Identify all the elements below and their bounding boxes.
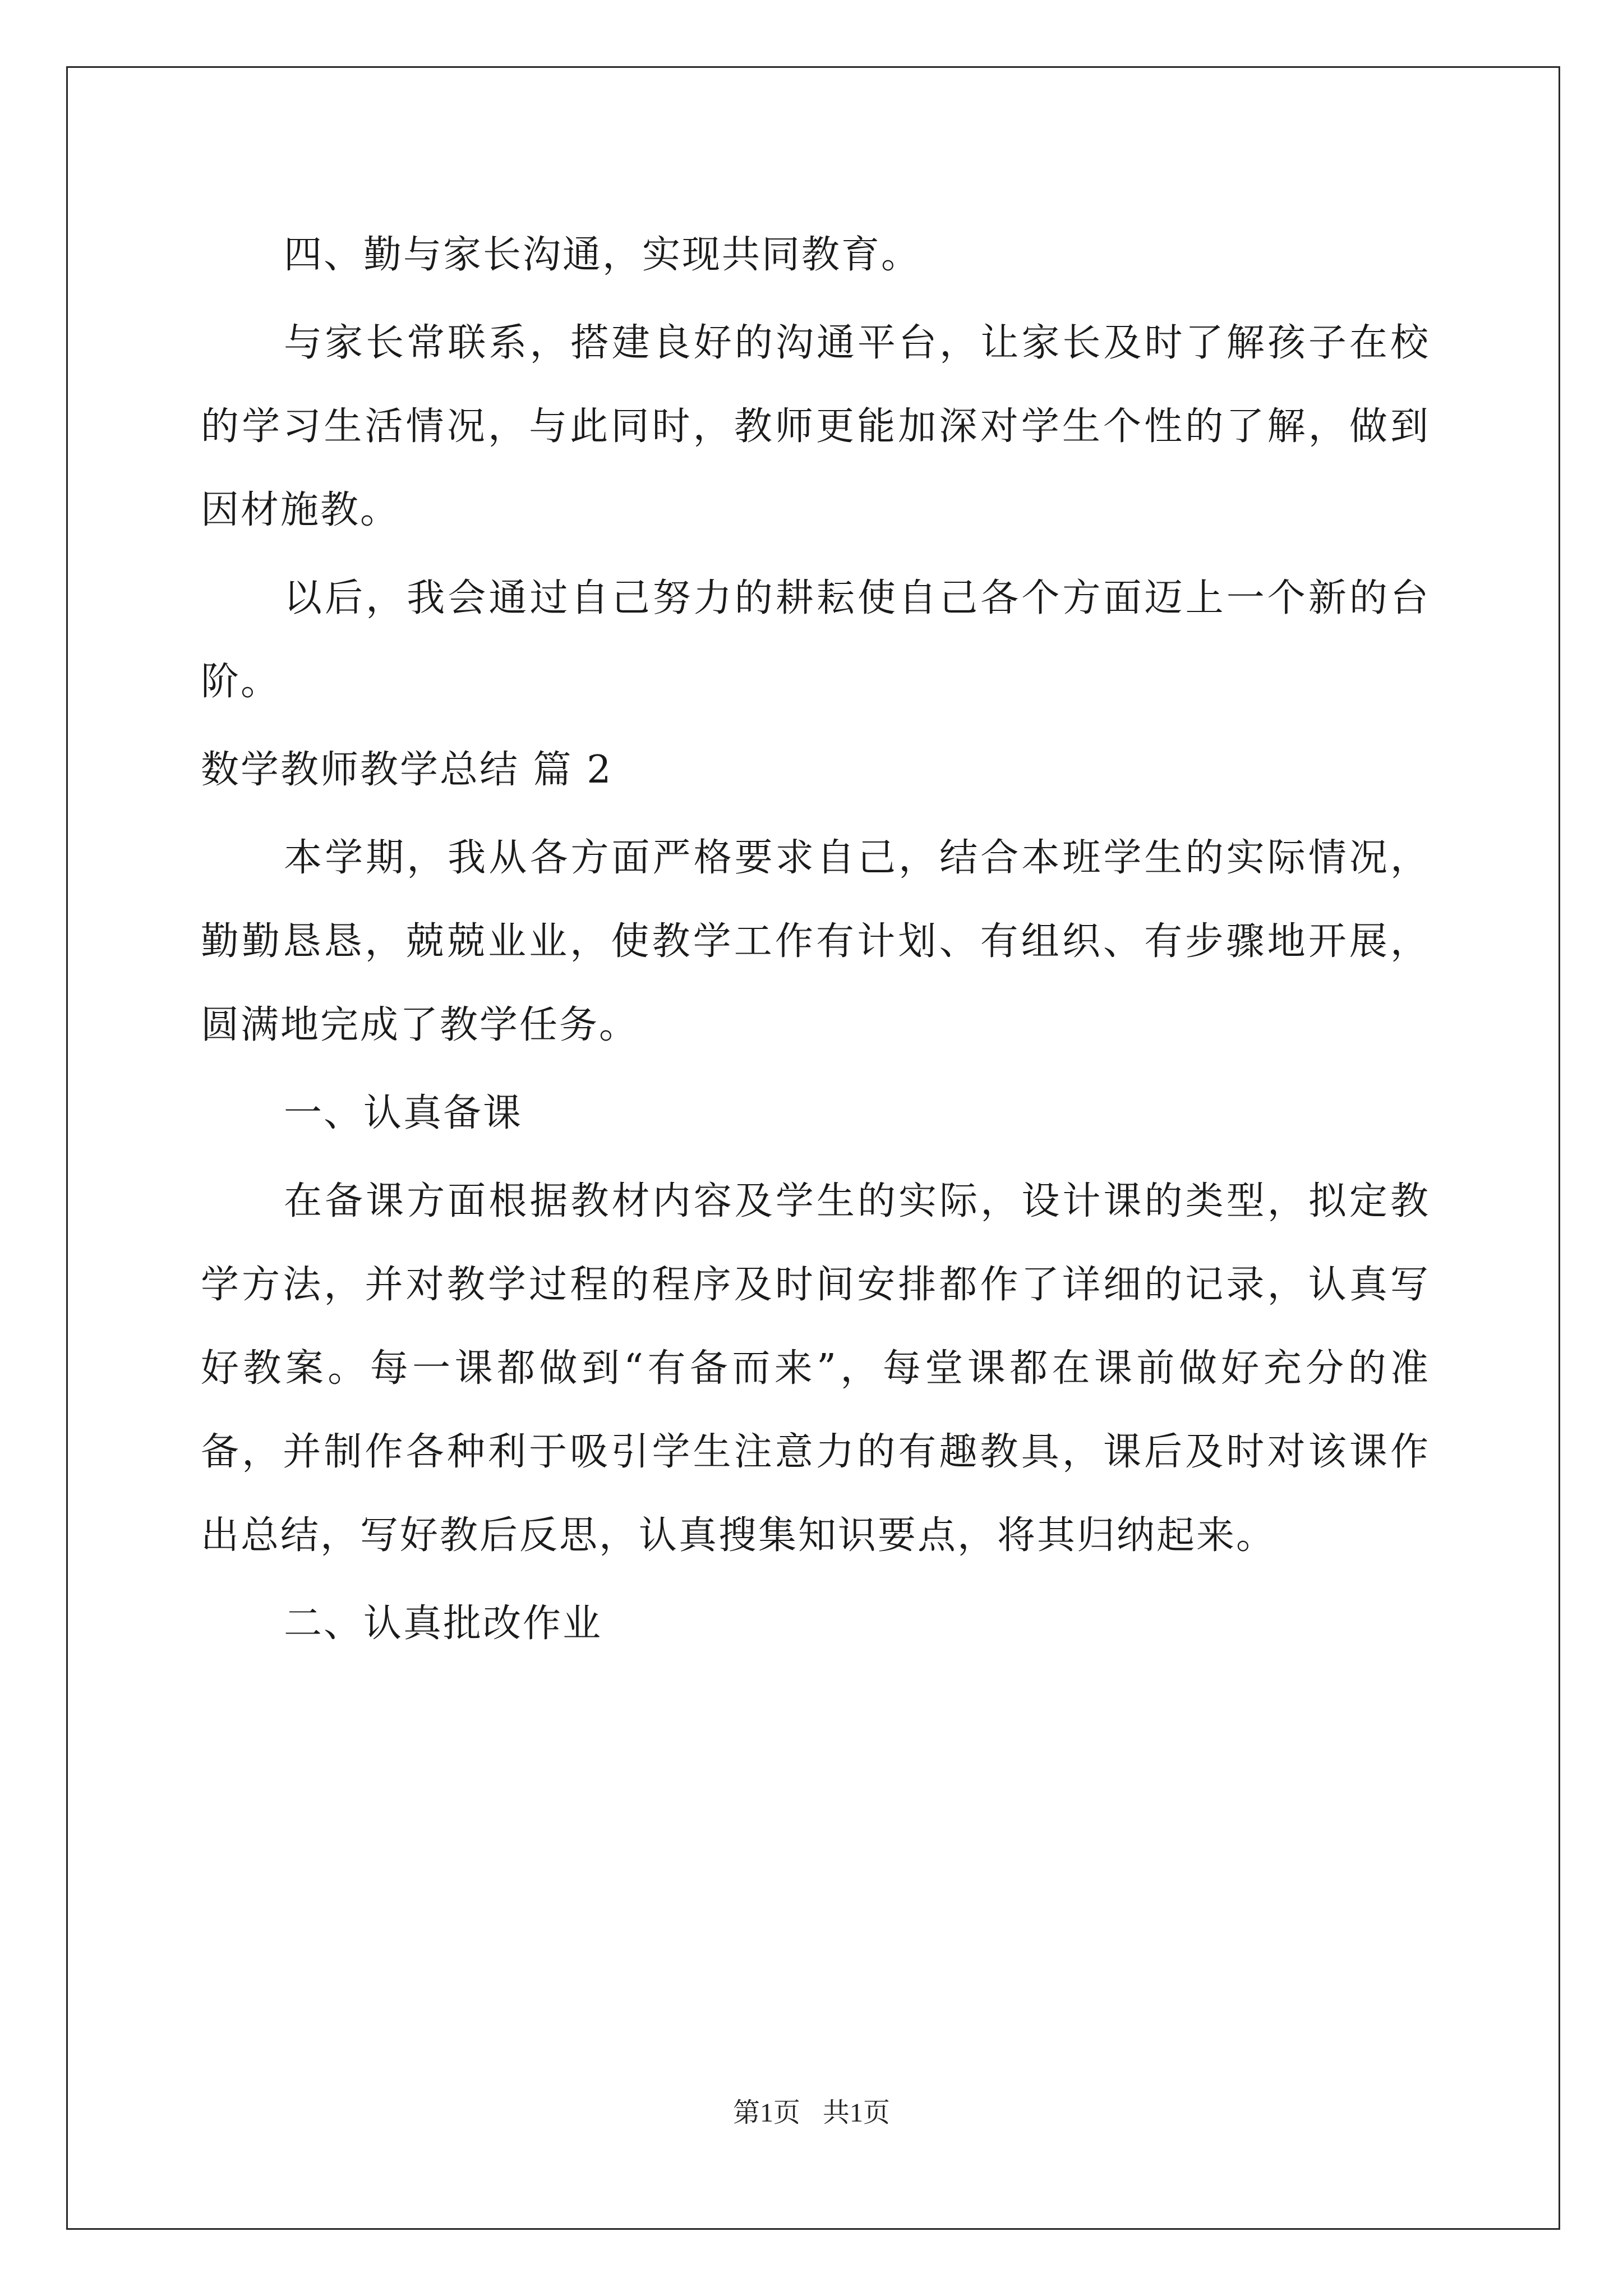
section-heading-1: 一、认真备课 (284, 1091, 523, 1135)
paragraph-intro: 本学期，我从各方面严格要求自己，结合本班学生的实际情况，勤勤恳恳，兢兢业业，使教学工作有计划、有组织、有步骤地开展，圆满地完成了教学任务。 (201, 836, 1430, 1047)
paragraph-lesson-prep: 在备课方面根据教材内容及学生的实际，设计课的类型，拟定教学方法，并对教学过程的程序及时间安排都作了详细的记录，认真写好教案。每一课都做到“有备而来”，每堂课都在课前做好充分的准备，并制作各种利于吸引学生注意力的有趣教具，课后及时对该课作出总结，写好教后反思，认真搜集知识要点，将其归纳起来。 (201, 1179, 1430, 1558)
paragraph-future: 以后，我会通过自己努力的耕耘使自己各个方面迈上一个新的台阶。 (201, 576, 1430, 704)
paragraph-parent-communication: 与家长常联系，搭建良好的沟通平台，让家长及时了解孩子在校的学习生活情况，与此同时，教师更能加深对学生个性的了解，做到因材施教。 (201, 321, 1430, 532)
page-footer (0, 2091, 1623, 2129)
document-body (201, 213, 1430, 1670)
page-total: 共1页 (823, 2098, 891, 2128)
page-number: 第1页 (732, 2098, 800, 2128)
article-title: 数学教师教学总结 篇 2 (201, 748, 613, 792)
section-heading-2: 二、认真批改作业 (284, 1602, 603, 1646)
section-heading-4: 四、勤与家长沟通，实现共同教育。 (284, 233, 921, 277)
